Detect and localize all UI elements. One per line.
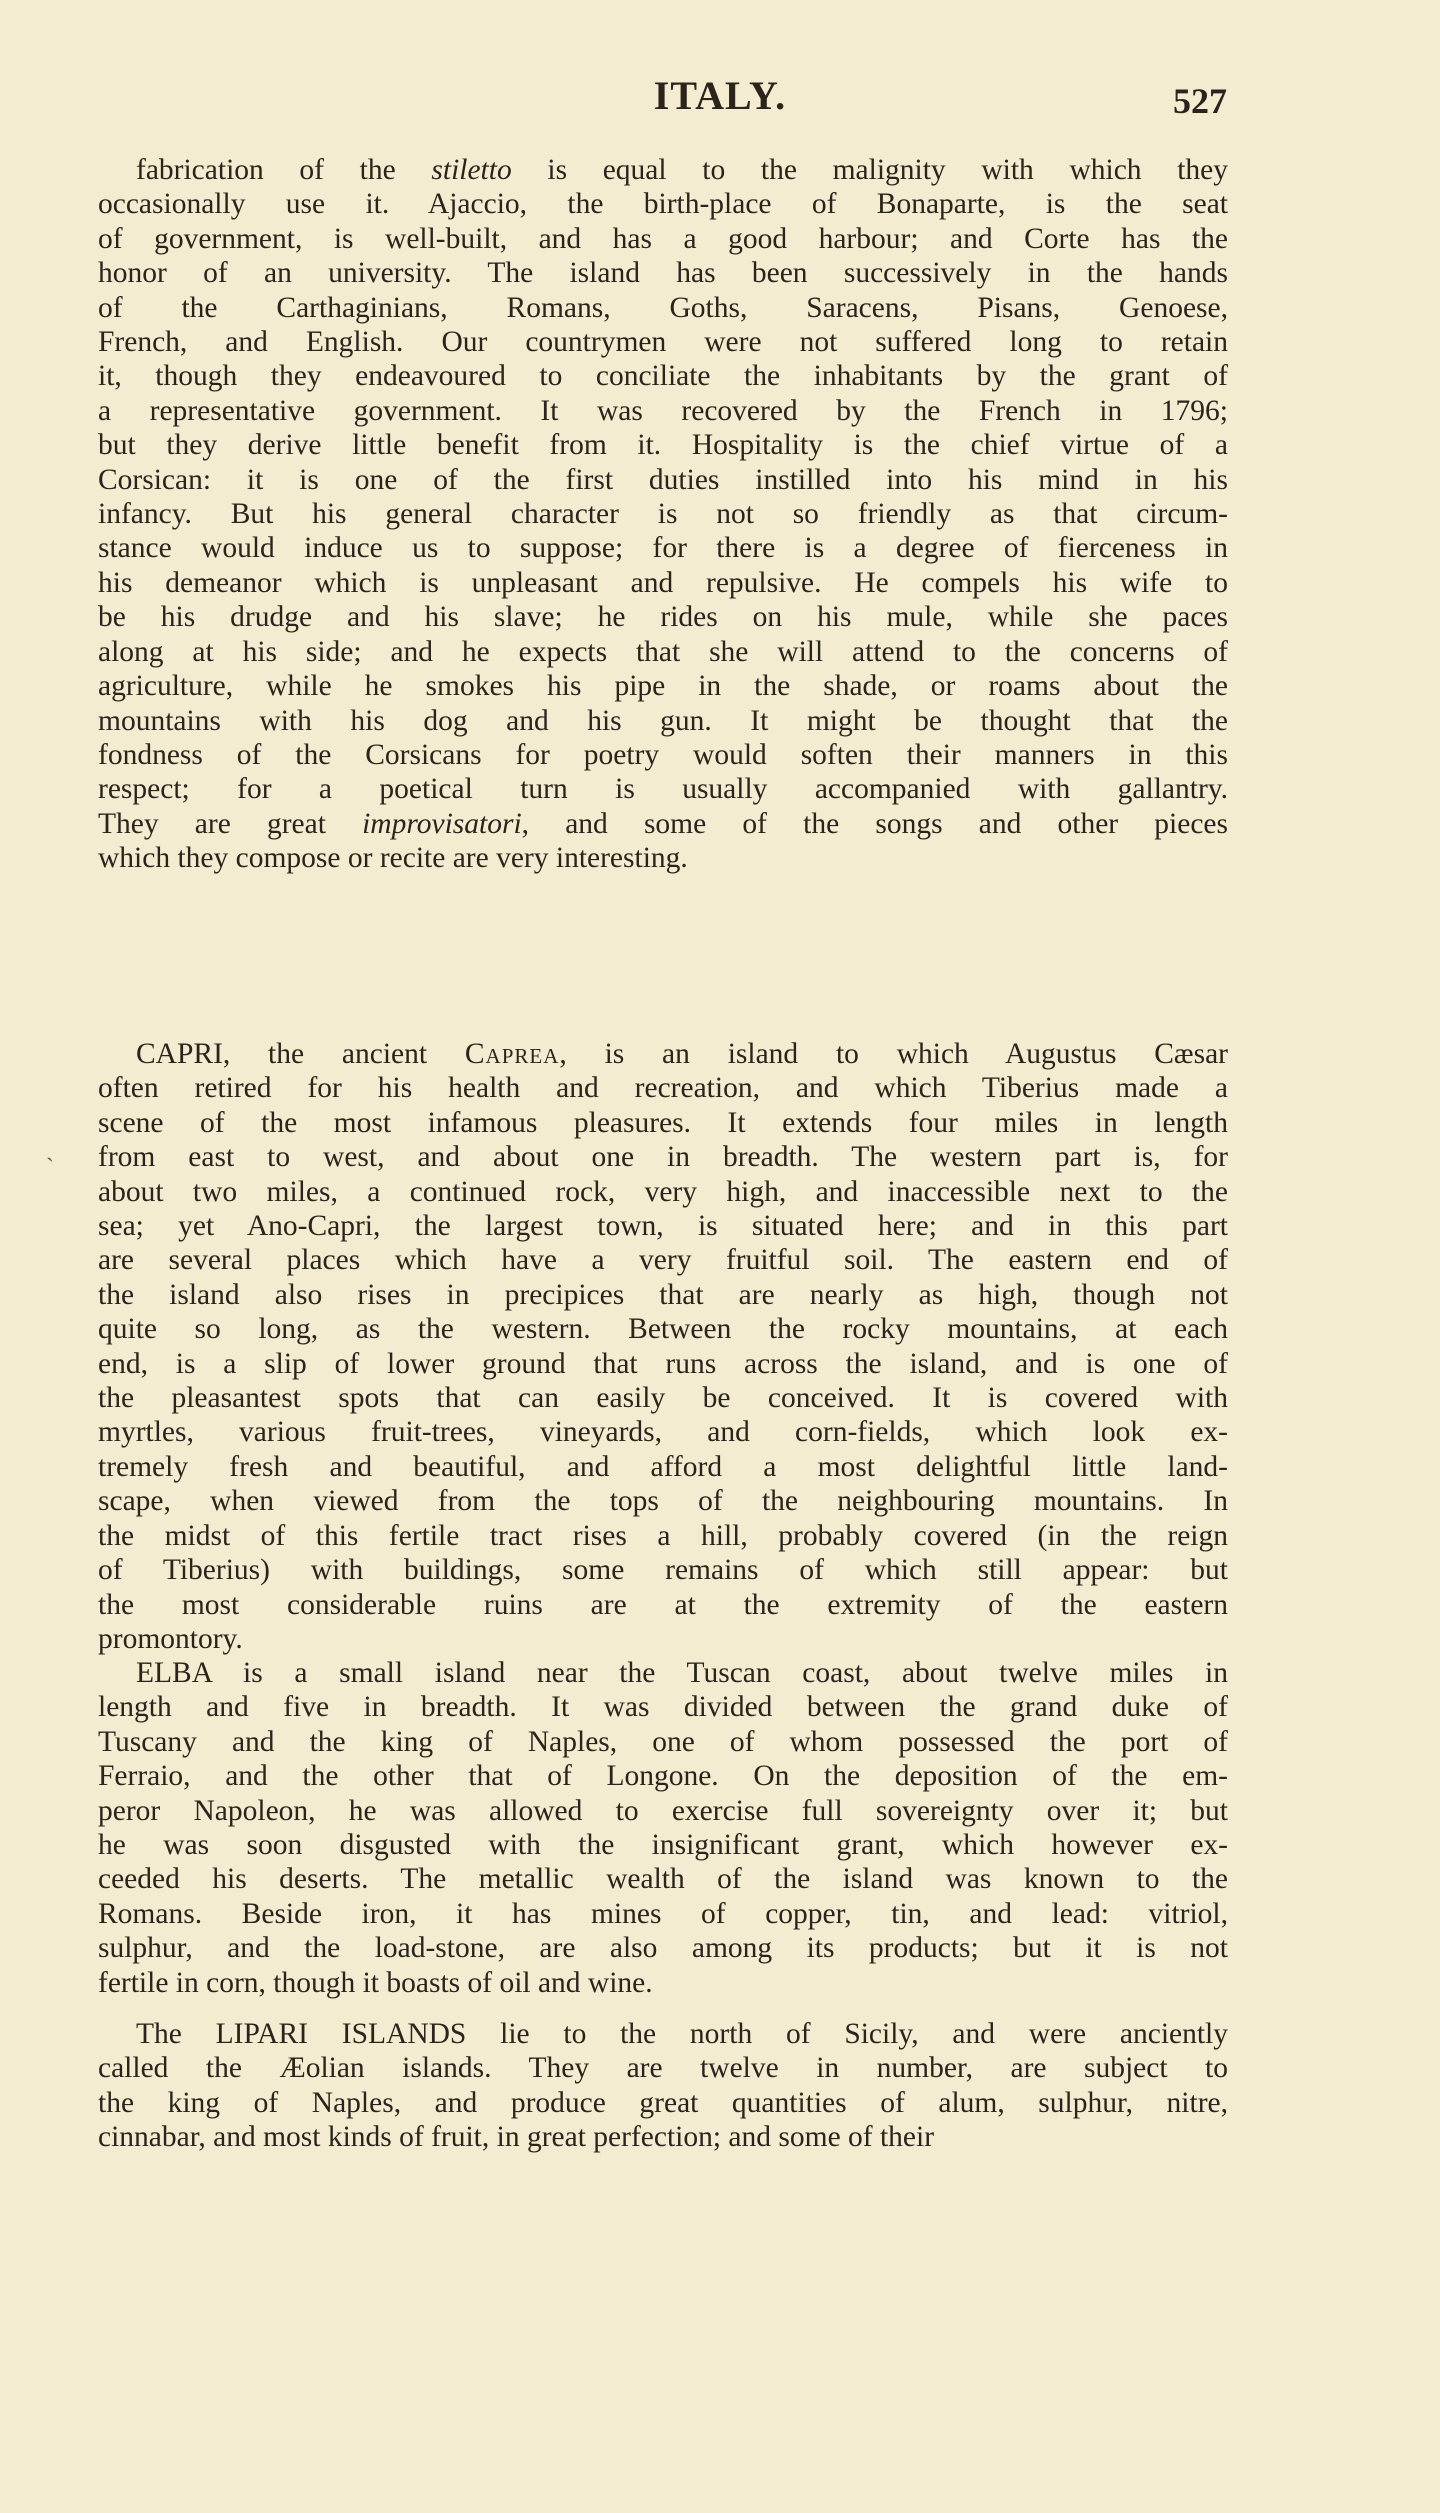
- page-number: 527: [1173, 81, 1227, 121]
- text-line: length and five in breadth. It was divided between the grand duke of: [98, 1691, 1228, 1724]
- text-line: of Tiberius) with buildings, some remains of which still appear: but: [98, 1554, 1228, 1587]
- paragraph-elba: [98, 1656, 1228, 2000]
- text-line: Ferraio, and the other that of Longone. On the deposition of the em-: [98, 1760, 1228, 1793]
- text-line: Corsican: it is one of the first duties instilled into his mind in his: [98, 463, 1228, 496]
- margin-mark: ˎ: [46, 1136, 54, 1162]
- text-line: occasionally use it. Ajaccio, the birth-place of Bonaparte, is the seat: [98, 188, 1228, 221]
- text-line: the midst of this fertile tract rises a hill, probably covered (in the reign: [98, 1519, 1228, 1552]
- text-line: honor of an university. The island has been successively in the hands: [98, 257, 1228, 290]
- text-line: ELBA is a small island near the Tuscan coast, about twelve miles in: [136, 1657, 1228, 1689]
- text-line: his demeanor which is unpleasant and repulsive. He compels his wife to: [98, 566, 1228, 599]
- text-line: the most considerable ruins are at the extremity of the eastern: [98, 1588, 1228, 1621]
- text-line: ceeded his deserts. The metallic wealth of the island was known to the: [98, 1863, 1228, 1896]
- paragraph-capri: [98, 1037, 1228, 1656]
- paragraph-corsica: [98, 153, 1228, 876]
- text-line: Romans. Beside iron, it has mines of copper, tin, and lead: vitriol,: [98, 1897, 1228, 1930]
- text-line: respect; for a poetical turn is usually accompanied with gallantry.: [98, 773, 1228, 806]
- text-line: fabrication of the stiletto is equal to the malignity with which they: [136, 154, 1228, 186]
- text-line: fondness of the Corsicans for poetry would soften their manners in this: [98, 738, 1228, 771]
- text-line: quite so long, as the western. Between the rocky mountains, at each: [98, 1313, 1228, 1346]
- text-line: tremely fresh and beautiful, and afford a most delightful little land-: [98, 1450, 1228, 1483]
- text-line: scene of the most infamous pleasures. It extends four miles in length: [98, 1106, 1228, 1139]
- running-title: ITALY.: [653, 73, 787, 118]
- text-line: fertile in corn, though it boasts of oil and wine.: [98, 1966, 653, 1999]
- text-line: be his drudge and his slave; he rides on his mule, while she paces: [98, 601, 1228, 634]
- text-line: agriculture, while he smokes his pipe in the shade, or roams about the: [98, 670, 1228, 703]
- text-line: myrtles, various fruit-trees, vineyards, and corn-fields, which look ex-: [98, 1416, 1228, 1449]
- text-line: about two miles, a continued rock, very high, and inaccessible next to the: [98, 1175, 1228, 1208]
- text-line: are several places which have a very fruitful soil. The eastern end of: [98, 1244, 1228, 1277]
- text-line: a representative government. It was recovered by the French in 1796;: [98, 394, 1228, 427]
- text-line: sea; yet Ano-Capri, the largest town, is situated here; and in this part: [98, 1210, 1228, 1243]
- text-line: from east to west, and about one in breadth. The western part is, for: [98, 1141, 1228, 1174]
- text-line: cinnabar, and most kinds of fruit, in great perfection; and some of their: [98, 2121, 935, 2154]
- text-line: end, is a slip of lower ground that runs across the island, and is one of: [98, 1347, 1228, 1380]
- paragraph-lipari: [98, 2017, 1228, 2155]
- text-line: sulphur, and the load-stone, are also among its products; but it is not: [98, 1932, 1228, 1965]
- text-line: the king of Naples, and produce great quantities of alum, sulphur, nitre,: [98, 2086, 1228, 2119]
- text-line: he was soon disgusted with the insignificant grant, which however ex-: [98, 1829, 1228, 1862]
- text-line: infancy. But his general character is not so friendly as that circum-: [98, 498, 1228, 531]
- text-line: it, though they endeavoured to conciliate the inhabitants by the grant of: [98, 360, 1228, 393]
- text-line: of the Carthaginians, Romans, Goths, Saracens, Pisans, Genoese,: [98, 291, 1228, 324]
- text-line: the pleasantest spots that can easily be conceived. It is covered with: [98, 1382, 1228, 1415]
- text-line: stance would induce us to suppose; for there is a degree of fierceness in: [98, 532, 1228, 565]
- text-line: They are great improvisatori, and some of the songs and other pieces: [98, 807, 1228, 840]
- text-line: French, and English. Our countrymen were not suffered long to retain: [98, 326, 1228, 359]
- text-line: The LIPARI ISLANDS lie to the north of Sicily, and were anciently: [136, 2018, 1228, 2050]
- text-line: promontory.: [98, 1622, 243, 1655]
- text-line: the island also rises in precipices that are nearly as high, though not: [98, 1278, 1228, 1311]
- text-line: often retired for his health and recreation, and which Tiberius made a: [98, 1072, 1228, 1105]
- text-line: but they derive little benefit from it. Hospitality is the chief virtue of a: [98, 429, 1228, 462]
- text-line: which they compose or recite are very interesting.: [98, 842, 688, 875]
- running-head: [0, 72, 1440, 122]
- text-line: Tuscany and the king of Naples, one of whom possessed the port of: [98, 1725, 1228, 1758]
- text-line: along at his side; and he expects that she will attend to the concerns of: [98, 635, 1228, 668]
- text-line: CAPRI, the ancient Caprea, is an island to which Augustus Cæsar: [136, 1038, 1228, 1070]
- text-line: peror Napoleon, he was allowed to exercise full sovereignty over it; but: [98, 1794, 1228, 1827]
- text-line: mountains with his dog and his gun. It might be thought that the: [98, 704, 1228, 737]
- text-line: scape, when viewed from the tops of the neighbouring mountains. In: [98, 1485, 1228, 1518]
- text-line: of government, is well-built, and has a good harbour; and Corte has the: [98, 222, 1228, 255]
- text-line: called the Æolian islands. They are twelve in number, are subject to: [98, 2052, 1228, 2085]
